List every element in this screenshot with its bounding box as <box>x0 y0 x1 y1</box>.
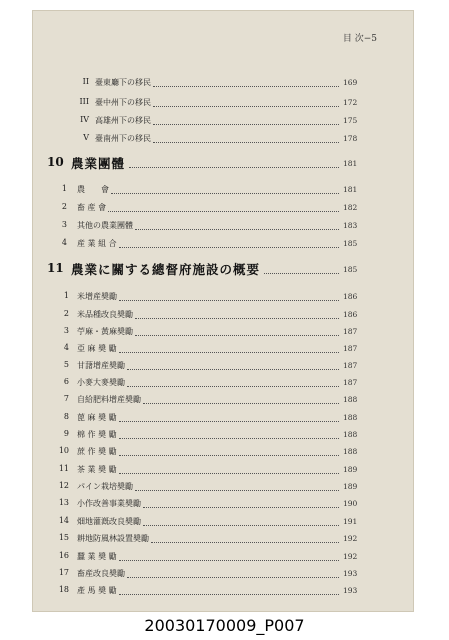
entry-number: 6 <box>63 377 69 386</box>
entry-title: 米品種改良奬勵 <box>77 310 133 319</box>
page-number: 187 <box>343 378 358 387</box>
entry-number: 15 <box>58 533 69 542</box>
dot-leader <box>119 438 339 439</box>
entry-number: V <box>83 133 89 142</box>
dot-leader <box>143 507 339 508</box>
dot-leader <box>135 335 339 336</box>
page-number: 189 <box>343 482 358 491</box>
dot-leader <box>151 542 339 543</box>
section-number: 11 <box>47 261 64 275</box>
section-heading <box>33 155 415 177</box>
page-number: 188 <box>343 413 358 422</box>
entry-title: パイン栽培奬勵 <box>77 482 133 491</box>
entry-title: 臺中州下の移民 <box>95 98 151 107</box>
page-number: 183 <box>343 221 358 230</box>
dot-leader <box>108 211 339 212</box>
toc-entry <box>33 133 415 147</box>
entry-number: 5 <box>63 360 69 369</box>
entry-number: 10 <box>58 446 69 455</box>
dot-leader <box>135 229 339 230</box>
page-header: 目 次−5 <box>342 34 377 44</box>
toc-entry <box>33 97 415 111</box>
toc-entry <box>33 184 415 198</box>
entry-number: 2 <box>63 309 69 318</box>
entry-title: 畑地灌漑改良奬勵 <box>77 517 141 526</box>
toc-entry <box>33 585 415 599</box>
toc-entry <box>33 429 415 443</box>
dot-leader <box>119 560 339 561</box>
entry-title: 臺東廳下の移民 <box>95 78 151 87</box>
entry-title: 産 業 組 合 <box>77 239 117 248</box>
page-number: 187 <box>343 361 358 370</box>
entry-number: III <box>79 97 89 106</box>
dot-leader <box>135 490 339 491</box>
dot-leader <box>111 193 339 194</box>
entry-number: 4 <box>63 343 69 352</box>
entry-number: 14 <box>58 516 69 525</box>
page-number: 190 <box>343 499 358 508</box>
entry-number: 8 <box>63 412 69 421</box>
page-number: 192 <box>343 552 358 561</box>
page-number: 187 <box>343 327 358 336</box>
document-page <box>32 10 414 612</box>
page-number: 178 <box>343 134 358 143</box>
page-number: 185 <box>343 239 358 248</box>
page-number: 188 <box>343 395 358 404</box>
page-number: 182 <box>343 203 358 212</box>
entry-number: 1 <box>61 184 67 193</box>
dot-leader <box>153 142 339 143</box>
entry-title: 蠶 業 奬 勵 <box>77 552 117 561</box>
toc-entry <box>33 464 415 478</box>
page-number: 191 <box>343 517 358 526</box>
dot-leader <box>119 247 339 248</box>
entry-title: 農 會 <box>77 185 109 194</box>
entry-title: 米增産奬勵 <box>77 292 117 301</box>
entry-number: 1 <box>63 291 69 300</box>
entry-title: 自給肥料增産奬勵 <box>77 395 141 404</box>
page-number: 187 <box>343 344 358 353</box>
dot-leader <box>119 300 339 301</box>
toc-entry <box>33 377 415 391</box>
entry-number: 3 <box>61 220 67 229</box>
page-number: 181 <box>343 185 358 194</box>
dot-leader <box>153 106 339 107</box>
entry-title: 耕地防風林設置奬勵 <box>77 534 149 543</box>
entry-number: IV <box>80 115 89 124</box>
entry-title: 產 馬 奬 勵 <box>77 586 117 595</box>
dot-leader <box>153 124 339 125</box>
entry-number: 3 <box>63 326 69 335</box>
entry-title: 亞 麻 奬 勵 <box>77 344 117 353</box>
page-number: 192 <box>343 534 358 543</box>
page-number: 181 <box>343 159 358 168</box>
dot-leader <box>119 421 339 422</box>
dot-leader <box>135 318 339 319</box>
toc-entry <box>33 533 415 547</box>
dot-leader <box>119 455 339 456</box>
page-number: 188 <box>343 447 358 456</box>
dot-leader <box>264 273 339 274</box>
entry-title: 臺南州下の移民 <box>95 134 151 143</box>
section-heading <box>33 261 415 283</box>
image-caption: 20030170009_P007 <box>144 616 305 635</box>
dot-leader <box>119 594 339 595</box>
entry-number: 17 <box>58 568 69 577</box>
page-number: 189 <box>343 465 358 474</box>
toc-entry <box>33 481 415 495</box>
page-number: 169 <box>343 78 358 87</box>
toc-entry <box>33 238 415 252</box>
entry-number: 9 <box>63 429 69 438</box>
toc-entry <box>33 516 415 530</box>
section-title: 農業團體 <box>71 156 126 171</box>
entry-title: 甘藷增産奬勵 <box>77 361 125 370</box>
entry-title: 苧麻・黃麻奬勵 <box>77 327 133 336</box>
page-number: 193 <box>343 569 358 578</box>
toc-entry <box>33 326 415 340</box>
dot-leader <box>119 473 339 474</box>
page-number: 172 <box>343 98 358 107</box>
toc-entry <box>33 446 415 460</box>
toc-entry <box>33 343 415 357</box>
toc-entry <box>33 412 415 426</box>
dot-leader <box>127 369 339 370</box>
entry-title: 小麥大麥奬勵 <box>77 378 125 387</box>
page-number: 186 <box>343 292 358 301</box>
entry-number: 12 <box>58 481 69 490</box>
toc-entry <box>33 220 415 234</box>
toc-entry <box>33 309 415 323</box>
dot-leader <box>143 525 339 526</box>
section-title: 農業に關する總督府施設の概要 <box>71 262 261 277</box>
entry-title: 高雄州下の移民 <box>95 116 151 125</box>
entry-title: 小作改善事業奬勵 <box>77 499 141 508</box>
entry-number: 18 <box>58 585 69 594</box>
entry-number: 4 <box>61 238 67 247</box>
entry-title: 畜産改良奬勵 <box>77 569 125 578</box>
entry-title: 棉 作 奬 勵 <box>77 430 117 439</box>
page-number: 193 <box>343 586 358 595</box>
entry-number: II <box>82 77 89 86</box>
entry-title: 蔗 作 奬 勵 <box>77 447 117 456</box>
toc-entry <box>33 202 415 216</box>
entry-number: 13 <box>58 498 69 507</box>
toc-entry <box>33 360 415 374</box>
entry-title: 蓖 麻 奬 勵 <box>77 413 117 422</box>
toc-entry <box>33 394 415 408</box>
toc-entry <box>33 77 415 91</box>
toc-entry <box>33 568 415 582</box>
page-number: 188 <box>343 430 358 439</box>
dot-leader <box>129 167 339 168</box>
entry-number: 7 <box>63 394 69 403</box>
dot-leader <box>127 577 339 578</box>
toc-entry <box>33 498 415 512</box>
entry-number: 11 <box>58 464 69 473</box>
entry-title: 畜 産 會 <box>77 203 107 212</box>
dot-leader <box>119 352 339 353</box>
entry-number: 16 <box>58 551 69 560</box>
entry-title: 茶 業 奬 勵 <box>77 465 117 474</box>
page-number: 175 <box>343 116 358 125</box>
toc-entry <box>33 291 415 305</box>
section-number: 10 <box>47 155 64 169</box>
page-number: 185 <box>343 265 358 274</box>
dot-leader <box>127 386 339 387</box>
dot-leader <box>143 403 339 404</box>
entry-number: 2 <box>61 202 67 211</box>
toc-entry <box>33 551 415 565</box>
page-number: 186 <box>343 310 358 319</box>
toc-entry <box>33 115 415 129</box>
dot-leader <box>153 86 339 87</box>
entry-title: 其他の農業團體 <box>77 221 133 230</box>
